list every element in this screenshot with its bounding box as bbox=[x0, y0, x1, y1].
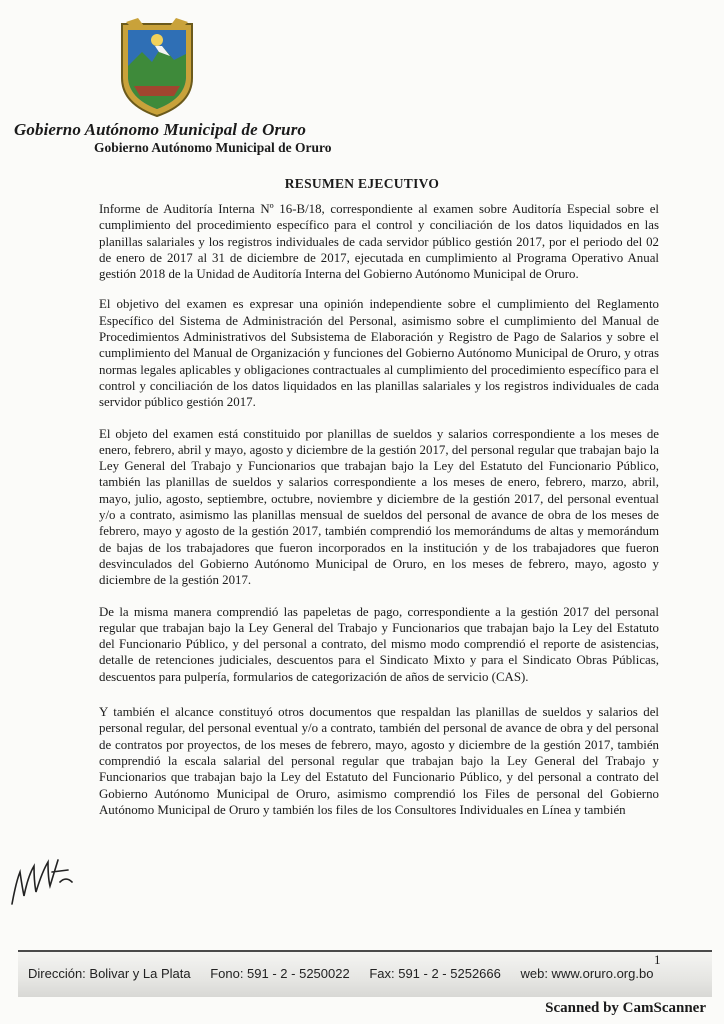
scanner-watermark: Scanned by CamScanner bbox=[545, 1000, 706, 1016]
footer-address: Dirección: Bolivar y La Plata bbox=[28, 966, 191, 981]
footer-contact bbox=[28, 966, 708, 981]
page-number: 1 bbox=[654, 952, 661, 967]
footer-web: web: www.oruro.org.bo bbox=[520, 966, 654, 981]
paragraph-5: Y también el alcance constituyó otros documentos que respaldan las planillas de sueldos y salarios del personal regular, del personal eventual y/o a contrato, también del personal de avance de obra y del personal de contratos por proyectos, de los meses de febrero, mayo, agosto y diciembre de la gestión 2017, también comprendió la escala salarial del personal regular que trabajan bajo la Ley General del Trabajo y Funcionarios que trabajan bajo la Ley del Estatuto del Funcionario Público, y del personal a contrato del Gobierno Autónomo Municipal de Oruro, asimismo comprendió los Files de personal del Gobierno Autónomo Municipal de Oruro y también los files de los Consultores Individuales en Línea y también bbox=[99, 705, 659, 817]
org-name: Gobierno Autónomo Municipal de Oruro bbox=[94, 140, 332, 155]
paragraph-4: De la misma manera comprendió las papeletas de pago, correspondiente a la gestión 2017 del personal regular que trabajan bajo la Ley General del Trabajo y Funcionarios que trabajan bajo la Ley del Estatuto del Funcionario Público, y del personal a contrato, del mismo modo comprendió el reporte de asistencias, detalle de retenciones judiciales, descuentos para el Sindicato Mixto y para el Sindicato Obras Públicas, descuentos para pulpería, formularios de categorización de años de servicio (CAS). bbox=[99, 604, 659, 684]
handwritten-signature bbox=[8, 852, 78, 910]
coat-of-arms-logo bbox=[112, 16, 202, 120]
footer-fax: Fax: 591 - 2 - 5252666 bbox=[369, 966, 501, 981]
org-name-italic: Gobierno Autónomo Municipal de Oruro bbox=[14, 120, 307, 139]
paragraph-2: El objetivo del examen es expresar una opinión independiente sobre el cumplimiento del Reglamento Específico del Sistema de Administración del Personal, asimismo sobre el cumplimiento del Manual de Procedimientos Administrativos del Subsistema de Elaboración y Registro de Pago de Salarios y sobre el cumplimiento del Manual de Organización y funciones del Gobierno Autónomo Municipal de Oruro, y otras normas legales aplicables y obligaciones contractuales al cumplimiento del procedimiento específico para el control y conciliación de los datos liquidados en las planillas salariales y los registros individuales de cada servidor público gestión 2017. bbox=[99, 297, 659, 410]
document-body bbox=[99, 201, 659, 834]
footer-phone: Fono: 591 - 2 - 5250022 bbox=[210, 966, 350, 981]
document-title: RESUMEN EJECUTIVO bbox=[284, 176, 440, 191]
paragraph-3: El objeto del examen está constituido por planillas de sueldos y salarios correspondiente a los meses de enero, febrero, abril y mayo, agosto y diciembre de la gestión 2017, del personal regular que trabajan bajo la Ley General del Trabajo y Funcionarios que trabajan bajo la Ley del Estatuto del Funcionario Público, también las planillas de sueldos y salarios correspondiente a los meses de enero, febrero, marzo, abril, mayo, julio, agosto, septiembre, octubre, noviembre y diciembre de la gestión 2017, del personal eventual y/o a contrato, asimismo las planillas mensual de sueldos del personal de avance de obra de los meses de febrero, mayo y agosto de la gestión 2017, también comprendió los memorándums de altas y memorándum de bajas de los trabajadores que fueron incorporados en la institución y de los trabajadores que fueron desvinculados del Gobierno Autónomo Municipal de Oruro, en los meses de febrero, mayo, agosto y diciembre de la gestión 2017. bbox=[99, 426, 659, 588]
paragraph-1: Informe de Auditoría Interna Nº 16-B/18, correspondiente al examen sobre Auditoría Especial sobre el cumplimiento del procedimiento específico para el control y conciliación de los datos liquidados en las planillas salariales y los registros individuales de cada servidor público gestión 2017, por el periodo del 02 de enero de 2017 al 31 de diciembre de 2017, ejecutada en cumplimiento al Programa Operativo Anual gestión 2018 de la Unidad de Auditoría Interna del Gobierno Autónomo Municipal de Oruro. bbox=[99, 202, 659, 282]
